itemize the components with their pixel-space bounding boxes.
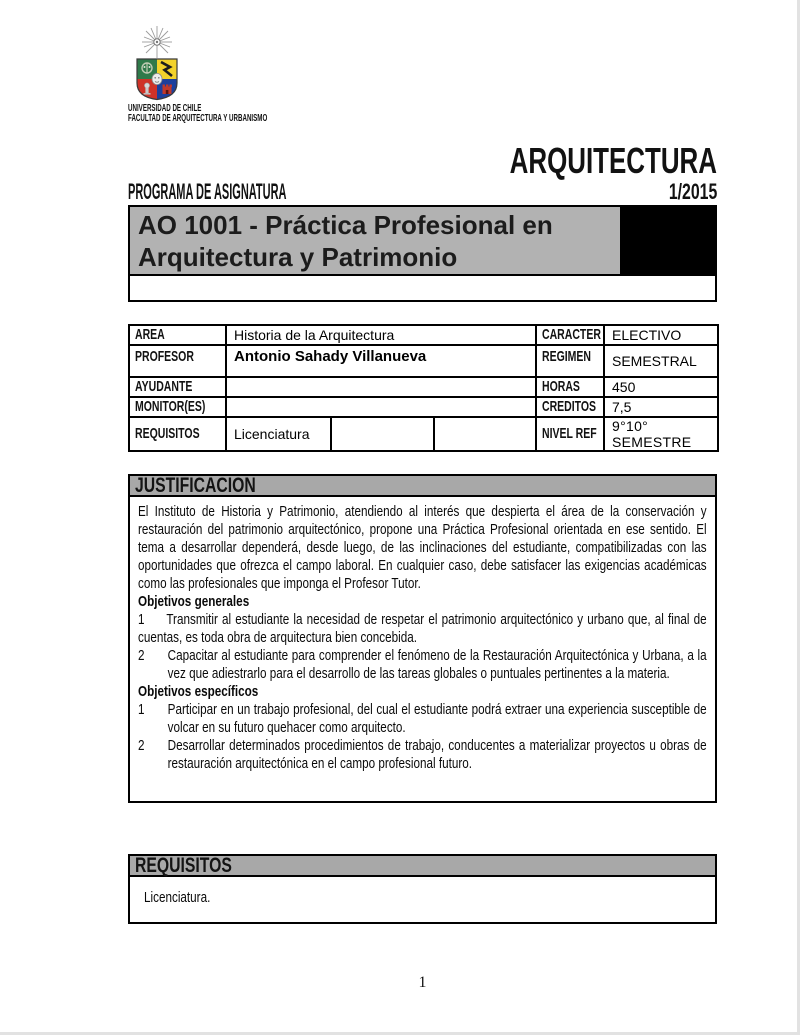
item-text: Transmitir al estudiante la necesidad de respetar el patrimonio arquitectónico y urbano que, al final de cuentas, es toda obra de arquitectura bien concebida. bbox=[138, 611, 707, 646]
item-number: 2 bbox=[138, 647, 145, 664]
table-row bbox=[129, 397, 718, 417]
requisitos-body-box bbox=[128, 877, 717, 924]
course-info-table bbox=[128, 324, 719, 452]
requisitos-body-text: Licenciatura. bbox=[144, 889, 211, 906]
term-label: 1/2015 bbox=[668, 179, 717, 204]
nivel-ref-value: 9°10° SEMESTRE bbox=[604, 417, 718, 451]
requisitos-header-bar bbox=[128, 854, 717, 877]
item-number: 1 bbox=[138, 701, 145, 718]
row-label: NIVEL REF bbox=[542, 425, 597, 442]
area-value: Historia de la Arquitectura bbox=[226, 325, 536, 345]
table-row bbox=[129, 345, 718, 377]
row-label: REQUISITOS bbox=[135, 425, 200, 442]
faculty-name: FACULTAD DE ARQUITECTURA Y URBANISMO bbox=[128, 113, 268, 124]
ayudante-value bbox=[226, 377, 536, 397]
objetivos-generales-heading: Objetivos generales bbox=[138, 593, 250, 610]
justificacion-paragraph: El Instituto de Historia y Patrimonio, atendiendo al interés que despierta el área de la conservación y restauración del patrimonio arquitectónico, propone una Práctica Profesional orientada en ese sentido. El tema a desarrollar dependerá, desde luego, de las inclinaciones del estudiante, compatibilizadas con las oportunidades que ofrezca el campo laboral. En cualquier caso, debe satisfacer las exigencias académicas como las profesionales que imponga el Profesor Tutor. bbox=[138, 503, 707, 592]
course-title-line1: AO 1001 - Práctica Profesional en bbox=[138, 210, 553, 240]
row-label: CREDITOS bbox=[542, 398, 597, 415]
requisitos-value-2 bbox=[331, 417, 434, 451]
list-item bbox=[138, 647, 707, 683]
list-item bbox=[138, 701, 707, 737]
requisitos-heading: REQUISITOS bbox=[135, 853, 232, 877]
objetivos-especificos-heading: Objetivos específicos bbox=[138, 683, 259, 700]
justificacion-body-box bbox=[128, 497, 717, 803]
course-title-box bbox=[128, 205, 717, 276]
monitores-value bbox=[226, 397, 536, 417]
university-logo-block bbox=[128, 25, 717, 124]
title-black-box bbox=[620, 207, 715, 274]
brand-title: ARQUITECTURA bbox=[509, 140, 717, 181]
item-number: 1 bbox=[138, 611, 145, 628]
item-text: Participar en un trabajo profesional, del cual el estudiante podrá extraer una experiencia susceptible de volcar en su futuro quehacer como arquitecto. bbox=[167, 701, 707, 736]
row-label: AREA bbox=[135, 326, 165, 343]
regimen-value: SEMESTRAL bbox=[604, 345, 718, 377]
item-text: Capacitar al estudiante para comprender el fenómeno de la Restauración Arquitectónica y Urbana, a la vez que adiestrarlo para el desarrollo de las tareas globales o puntuales pertinentes a la materia. bbox=[167, 647, 707, 682]
university-crest-icon bbox=[128, 25, 186, 102]
table-row bbox=[129, 377, 718, 397]
row-label: CARACTER bbox=[542, 326, 601, 343]
requisitos-value: Licenciatura bbox=[226, 417, 331, 451]
university-name: UNIVERSIDAD DE CHILE bbox=[128, 103, 202, 114]
empty-subtitle-box bbox=[128, 276, 717, 302]
horas-value: 450 bbox=[604, 377, 718, 397]
caracter-value: ELECTIVO bbox=[604, 325, 718, 345]
requisitos-value-3 bbox=[434, 417, 536, 451]
row-label: AYUDANTE bbox=[135, 378, 193, 395]
table-row bbox=[129, 417, 718, 451]
program-label: PROGRAMA DE ASIGNATURA bbox=[128, 179, 287, 204]
table-row bbox=[129, 325, 718, 345]
list-item bbox=[138, 737, 707, 773]
list-item bbox=[138, 611, 707, 647]
row-label: HORAS bbox=[542, 378, 580, 395]
item-number: 2 bbox=[138, 737, 145, 754]
requisitos-section bbox=[128, 854, 717, 924]
profesor-value: Antonio Sahady Villanueva bbox=[234, 348, 427, 365]
row-label: PROFESOR bbox=[135, 348, 194, 365]
course-title-line2: Arquitectura y Patrimonio bbox=[138, 242, 458, 272]
creditos-value: 7,5 bbox=[604, 397, 718, 417]
page-number: 1 bbox=[418, 974, 427, 991]
justificacion-header-bar bbox=[128, 474, 717, 497]
justificacion-section bbox=[128, 474, 717, 803]
row-label: REGIMEN bbox=[542, 348, 592, 365]
row-label: MONITOR(ES) bbox=[135, 398, 206, 415]
justificacion-heading: JUSTIFICACION bbox=[135, 473, 256, 497]
item-text: Desarrollar determinados procedimientos de trabajo, conducentes a materializar proyectos u obras de restauración arquitectónica en el campo profesional futuro. bbox=[167, 737, 707, 772]
